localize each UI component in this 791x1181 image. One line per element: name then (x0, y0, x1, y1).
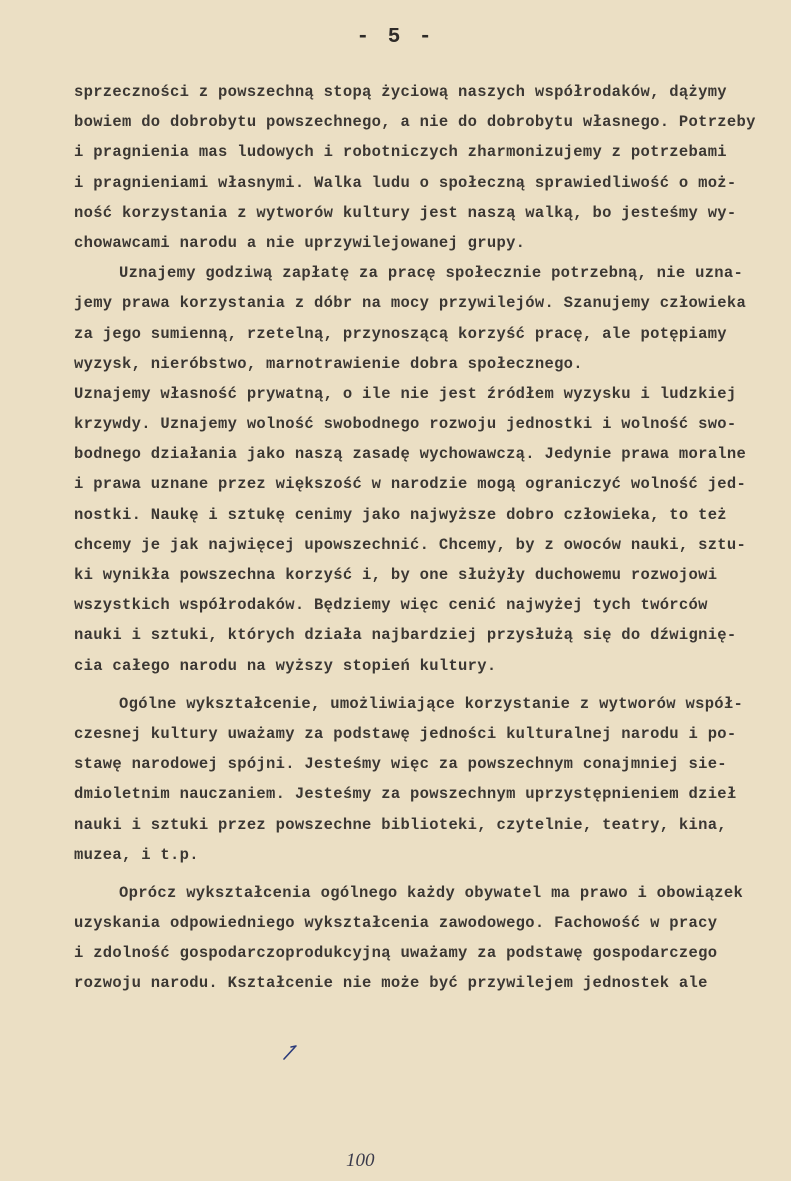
text-line: ność korzystania z wytworów kultury jest naszą walką, bo jesteśmy wy- (74, 203, 737, 222)
text-line: za jego sumienną, rzetelną, przynoszącą korzyść pracę, ale potępiamy (74, 324, 727, 343)
text-line: jemy prawa korzystania z dóbr na mocy przywilejów. Szanujemy człowieka (74, 294, 747, 313)
folio-number: 100 (346, 1150, 375, 1171)
text-line: i zdolność gospodarczoprodukcyjną uważamy za podstawę gospodarczego (74, 944, 718, 963)
page-number: - 5 - (356, 26, 435, 49)
text-line: nauki i sztuki, których działa najbardziej przysłużą się do dźwignię- (74, 626, 737, 645)
text-line: uzyskania odpowiedniego wykształcenia zawodowego. Fachowość w pracy (74, 914, 718, 933)
text-line: stawę narodowej spójni. Jesteśmy więc za powszechnym conajmniej sie- (74, 755, 727, 774)
text-line: i prawa uznane przez większość w narodzie mogą ograniczyć wolność jed- (74, 475, 747, 494)
text-line: czesnej kultury uważamy za podstawę jedności kulturalnej narodu i po- (74, 724, 737, 743)
paragraph-start-line: Uznajemy godziwą zapłatę za pracę społecznie potrzebną, nie uzna- (119, 264, 744, 283)
text-line: i pragnienia mas ludowych i robotniczych zharmonizujemy z potrzebami (74, 143, 727, 162)
text-line: cia całego narodu na wyższy stopień kultury. (74, 656, 497, 675)
text-line: chcemy je jak najwięcej upowszechnić. Chcemy, by z owoców nauki, sztu- (74, 535, 747, 554)
text-line: i pragnieniami własnymi. Walka ludu o społeczną sprawiedliwość o moż- (74, 173, 737, 192)
paragraph-start-line: Oprócz wykształcenia ogólnego każdy obywatel ma prawo i obowiązek (119, 883, 744, 902)
text-line: sprzeczności z powszechną stopą życiową naszych współrodaków, dążymy (74, 83, 727, 101)
text-line: wyzysk, nieróbstwo, marnotrawienie dobra społecznego. (74, 354, 583, 373)
body-text (74, 77, 774, 999)
text-line: muzea, i t.p. (74, 845, 199, 864)
text-line: bowiem do dobrobytu powszechnego, a nie do dobrobytu własnego. Potrzeby (74, 113, 756, 132)
text-line: nostki. Naukę i sztukę cenimy jako najwyższe dobro człowieka, to też (74, 505, 727, 524)
text-line: dmioletnim nauczaniem. Jesteśmy za powszechnym uprzystępnieniem dzieł (74, 785, 737, 804)
text-line: ki wynikła powszechna korzyść i, by one służyły duchowemu rozwojowi (74, 566, 718, 584)
text-line: wszystkich współrodaków. Będziemy więc cenić najwyżej tych twórców (74, 596, 708, 615)
text-line: bodnego działania jako naszą zasadę wychowawczą. Jedynie prawa moralne (74, 445, 747, 464)
text-line: rozwoju narodu. Kształcenie nie może być przywilejem jednostek ale (74, 974, 708, 993)
text-line: nauki i sztuki przez powszechne biblioteki, czytelnie, teatry, kina, (74, 815, 727, 834)
text-line: krzywdy. Uznajemy wolność swobodnego rozwoju jednostki i wolność swo- (74, 415, 737, 434)
text-line: chowawcami narodu a nie uprzywilejowanej grupy. (74, 233, 526, 252)
paragraph-start-line: Ogólne wykształcenie, umożliwiające korzystanie z wytworów współ- (119, 694, 744, 713)
paragraph-start-line: Uznajemy własność prywatną, o ile nie jest źródłem wyzysku i ludzkiej (74, 384, 737, 403)
pen-correction-mark (280, 1043, 300, 1063)
